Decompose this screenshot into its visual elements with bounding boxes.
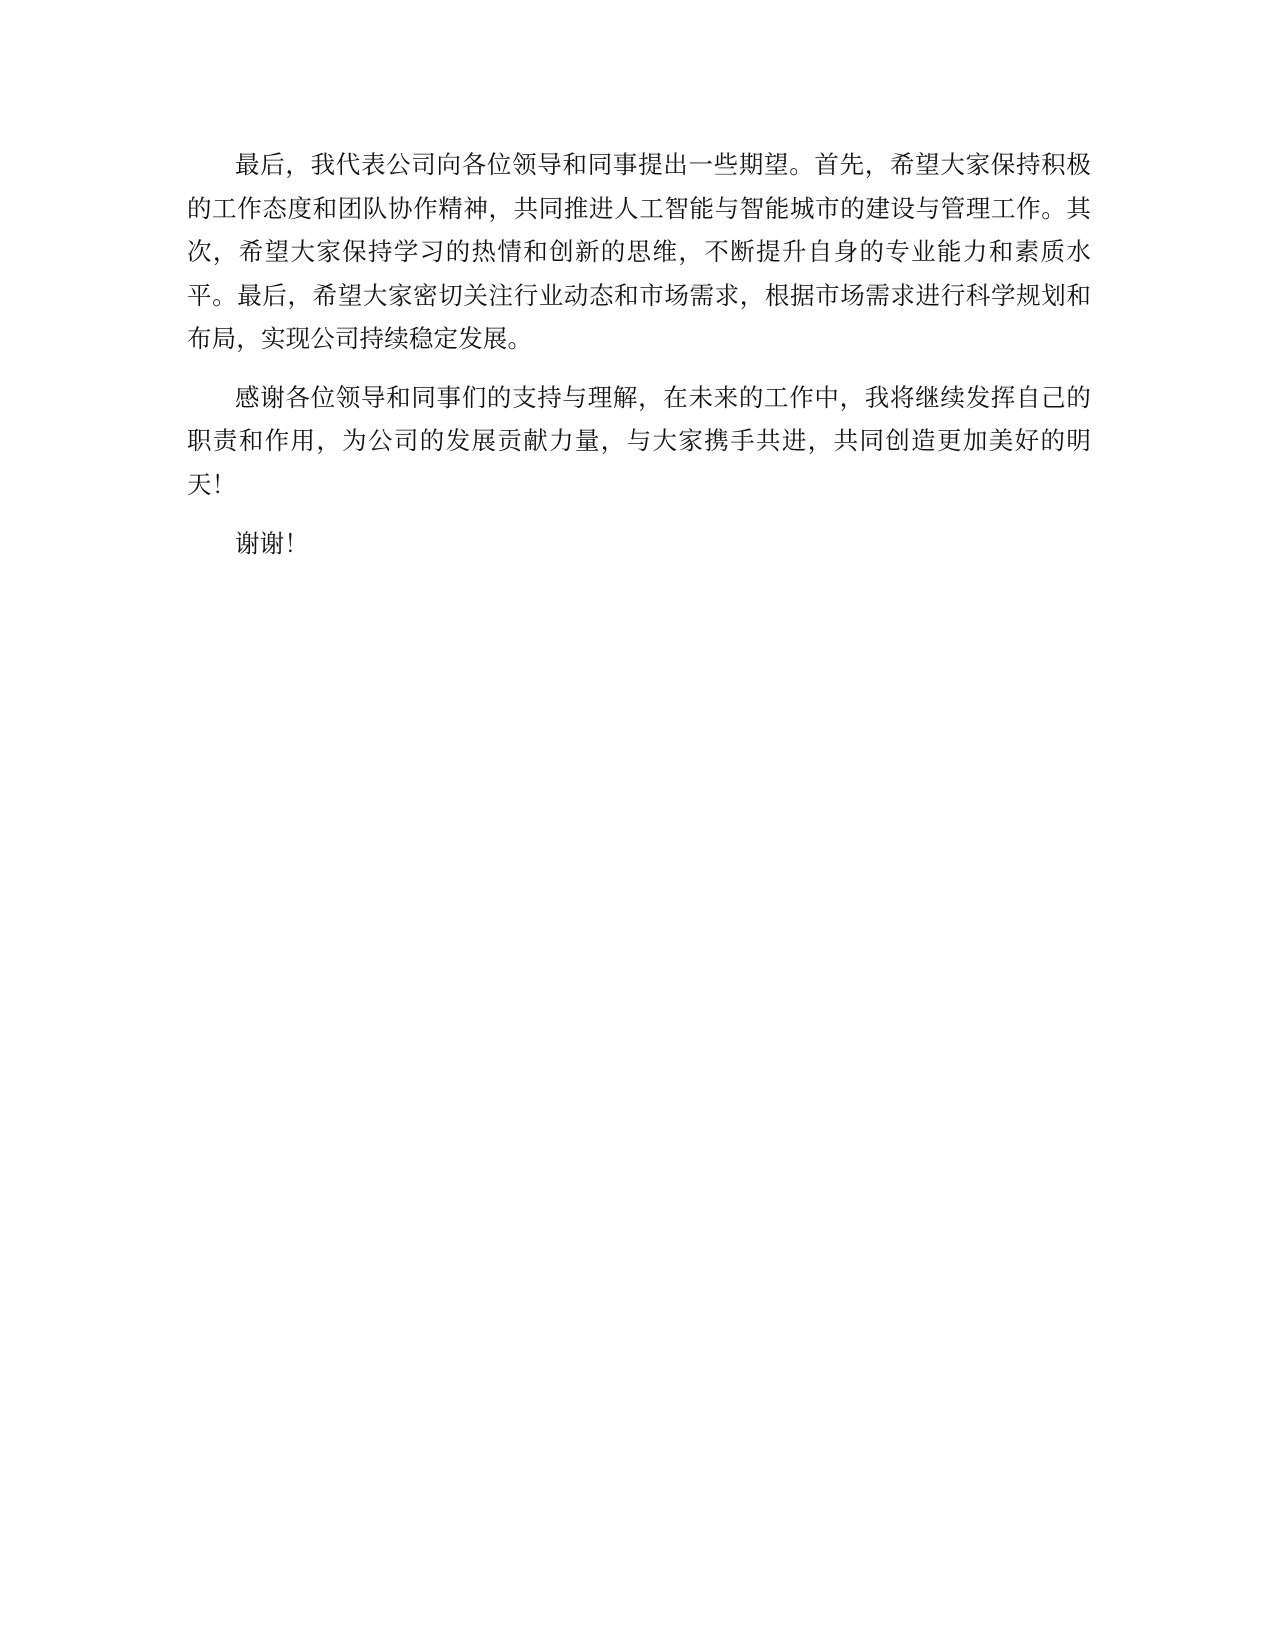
- document-body: [187, 143, 1091, 566]
- paragraph-closing: 谢谢！: [235, 529, 309, 558]
- paragraph-thanks: 感谢各位领导和同事们的支持与理解，在未来的工作中，我将继续发挥自己的职责和作用，为公司的发展贡献力量，与大家携手共进，共同创造更加美好的明天！: [187, 382, 1091, 499]
- paragraph-expectations: 最后，我代表公司向各位领导和同事提出一些期望。首先，希望大家保持积极的工作态度和团队协作精神，共同推进人工智能与智能城市的建设与管理工作。其次，希望大家保持学习的热情和创新的思维，不断提升自身的专业能力和素质水平。最后，希望大家密切关注行业动态和市场需求，根据市场需求进行科学规划和布局，实现公司持续稳定发展。: [187, 150, 1091, 353]
